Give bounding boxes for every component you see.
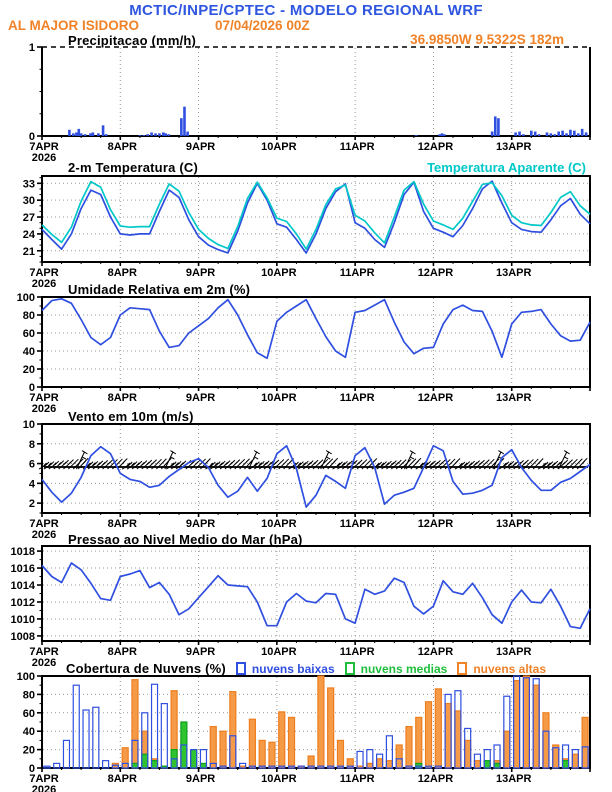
svg-text:7APR: 7APR	[29, 646, 59, 658]
model-title: MCTIC/INPE/CPTEC - MODELO REGIONAL WRF	[129, 2, 483, 19]
station-name: AL MAJOR ISIDORO	[8, 18, 140, 33]
svg-text:13APR: 13APR	[495, 773, 532, 785]
svg-text:13APR: 13APR	[495, 646, 532, 658]
svg-text:12APR: 12APR	[417, 141, 454, 153]
svg-text:8APR: 8APR	[107, 392, 137, 404]
svg-text:9APR: 9APR	[185, 141, 216, 153]
svg-text:2026: 2026	[31, 278, 57, 290]
svg-text:11APR: 11APR	[339, 392, 375, 404]
svg-text:4: 4	[28, 478, 35, 491]
svg-text:0: 0	[28, 382, 35, 394]
svg-text:30: 30	[22, 195, 35, 208]
svg-text:1: 1	[28, 42, 35, 54]
svg-text:12APR: 12APR	[417, 518, 454, 530]
location-coordinates: 36.9850W 9.5322S 182m	[410, 32, 564, 47]
svg-text:27: 27	[22, 212, 35, 225]
svg-text:2026: 2026	[31, 152, 57, 164]
svg-text:13APR: 13APR	[495, 267, 532, 279]
svg-text:100: 100	[16, 292, 35, 304]
svg-text:0: 0	[28, 763, 35, 775]
svg-text:33: 33	[22, 178, 35, 191]
svg-text:80: 80	[22, 310, 35, 322]
pressure-title: Pressao ao Nivel Medio do Mar (hPa)	[68, 532, 303, 547]
svg-text:10APR: 10APR	[261, 518, 297, 530]
svg-text:2026: 2026	[31, 657, 57, 669]
cloud-cover-title: Cobertura de Nuvens (%)	[66, 661, 226, 676]
svg-text:80: 80	[22, 689, 35, 702]
svg-text:8APR: 8APR	[107, 518, 137, 530]
svg-text:40: 40	[22, 346, 35, 358]
svg-text:2026: 2026	[31, 529, 57, 541]
humidity-title: Umidade Relativa em 2m (%)	[68, 282, 251, 297]
svg-text:11APR: 11APR	[339, 773, 375, 785]
svg-text:10APR: 10APR	[261, 773, 297, 785]
svg-text:12APR: 12APR	[417, 392, 454, 404]
apparent-temperature-legend: Temperatura Aparente (C)	[427, 160, 586, 175]
svg-text:1018: 1018	[10, 546, 35, 559]
precipitation-title: Precipitacao (mm/h)	[68, 33, 197, 48]
svg-text:8APR: 8APR	[107, 773, 137, 785]
svg-text:60: 60	[22, 328, 35, 340]
svg-text:11APR: 11APR	[339, 141, 375, 153]
run-datetime: 07/04/2026 00Z	[215, 18, 310, 33]
svg-text:9APR: 9APR	[185, 392, 216, 404]
svg-text:1012: 1012	[10, 596, 35, 609]
svg-text:60: 60	[22, 707, 35, 720]
svg-text:11APR: 11APR	[339, 267, 375, 279]
svg-text:7APR: 7APR	[29, 518, 59, 530]
svg-text:12APR: 12APR	[417, 267, 454, 279]
wind-title: Vento em 10m (m/s)	[68, 409, 194, 424]
svg-text:12APR: 12APR	[417, 646, 454, 658]
svg-text:40: 40	[22, 726, 35, 739]
svg-text:1016: 1016	[10, 563, 35, 576]
svg-text:0: 0	[28, 131, 35, 143]
svg-text:8APR: 8APR	[107, 646, 137, 658]
svg-text:10APR: 10APR	[261, 141, 297, 153]
temperature-title: 2-m Temperatura (C)	[68, 160, 198, 175]
svg-text:2: 2	[28, 498, 35, 511]
svg-text:1014: 1014	[10, 580, 35, 593]
svg-text:11APR: 11APR	[339, 518, 375, 530]
svg-text:1008: 1008	[10, 630, 35, 643]
svg-text:1010: 1010	[10, 613, 35, 626]
svg-text:2026: 2026	[31, 403, 57, 415]
svg-text:13APR: 13APR	[495, 141, 532, 153]
svg-text:10APR: 10APR	[261, 267, 297, 279]
svg-text:7APR: 7APR	[29, 141, 59, 153]
svg-text:24: 24	[22, 228, 35, 241]
svg-text:21: 21	[22, 245, 35, 258]
svg-text:10APR: 10APR	[261, 646, 297, 658]
svg-text:7APR: 7APR	[29, 773, 59, 785]
svg-text:100: 100	[16, 671, 35, 683]
svg-text:13APR: 13APR	[495, 518, 532, 530]
svg-text:20: 20	[22, 364, 35, 376]
svg-text:2026: 2026	[31, 784, 57, 792]
low-clouds-legend-label: nuvens baixas	[251, 661, 335, 676]
svg-text:10APR: 10APR	[261, 392, 297, 404]
svg-text:13APR: 13APR	[495, 392, 532, 404]
svg-text:6: 6	[28, 458, 35, 471]
high-clouds-legend-label: nuvens altas	[473, 661, 547, 676]
svg-text:20: 20	[22, 744, 35, 757]
svg-text:9APR: 9APR	[185, 646, 216, 658]
svg-text:7APR: 7APR	[29, 267, 59, 279]
svg-text:8APR: 8APR	[107, 141, 137, 153]
svg-text:12APR: 12APR	[417, 773, 454, 785]
mid-clouds-legend-label: nuvens medias	[360, 661, 448, 676]
svg-text:11APR: 11APR	[339, 646, 375, 658]
svg-text:8: 8	[28, 438, 35, 451]
svg-text:9APR: 9APR	[185, 267, 216, 279]
svg-text:8APR: 8APR	[107, 267, 137, 279]
svg-text:9APR: 9APR	[185, 518, 216, 530]
svg-text:9APR: 9APR	[185, 773, 216, 785]
svg-text:7APR: 7APR	[29, 392, 59, 404]
svg-text:10: 10	[22, 419, 35, 431]
